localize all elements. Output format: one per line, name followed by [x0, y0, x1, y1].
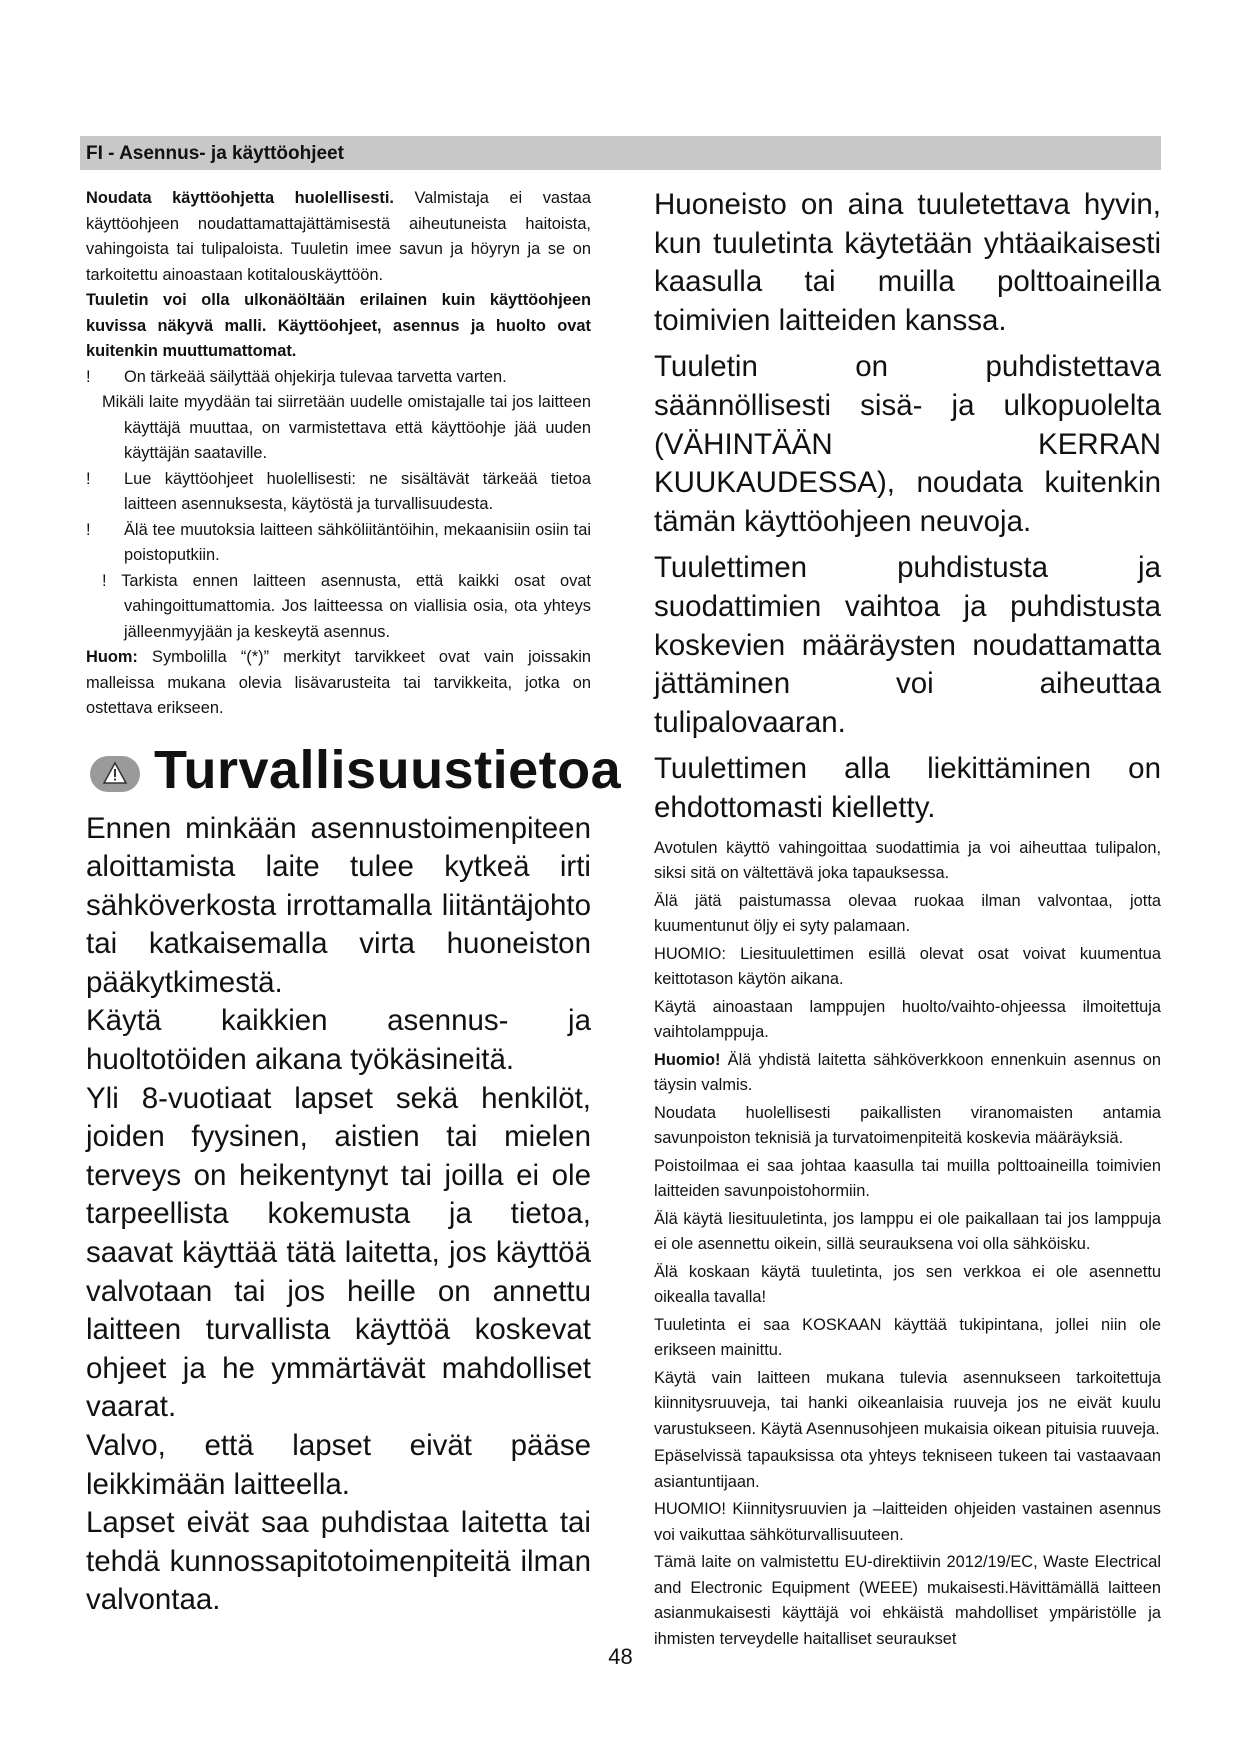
exclamation-mark: ! — [86, 520, 91, 539]
safety-paragraph: Lapset eivät saa puhdistaa laitetta tai tehdä kunnossapitotoimenpiteitä ilman valvontaa. — [86, 1506, 591, 1617]
safety-paragraph: Huoneisto on aina tuuletettava hyvin, kun tuuletinta käytetään yhtäaikaisesti kaasulla tai muilla polttoaineilla toimivien laitteiden kanssa. — [654, 188, 1161, 337]
safety-note: Noudata huolellisesti paikallisten viranomaisten antamia savunpoiston teknisiä ja turvatoimenpiteitä koskevia määräyksiä. — [654, 1103, 1161, 1147]
safety-paragraph: Käytä kaikkien asennus- ja huoltotöiden aikana työkäsineitä. — [86, 1004, 591, 1077]
safety-note: Älä koskaan käytä tuuletinta, jos sen verkkoa ei ole asennettu oikealla tavalla! — [654, 1262, 1161, 1306]
note-text: Symbolilla “(*)” merkityt tarvikkeet ovat vain joissakin malleissa mukana olevia lisävarusteita tai tarvikkeita, jotka on ostettava erikseen. — [86, 648, 591, 717]
safety-title: Turvallisuustietoa — [154, 739, 622, 800]
safety-note: Käytä vain laitteen mukana tulevia asennukseen tarkoitettuja kiinnitysruuveja, tai hanki oikeanlaisia ruuveja jos ne eivät kuulu varustukseen. Käytä Asennusohjeen mukaisia oikean pituisia ruuveja. — [654, 1368, 1161, 1438]
intro-paragraph-2 — [86, 288, 591, 365]
safety-note-huomio: Huomio! Älä yhdistä laitetta sähköverkkoon ennenkuin asennus on täysin valmis. — [654, 1050, 1161, 1094]
safety-note-weee: Tämä laite on valmistettu EU-direktiivin 2012/19/EC, Waste Electrical and Electronic Equipment (WEEE) mukaisesti.Hävittämällä laitteen asianmukaisesti käyttäjä voi ehkäistä mahdolliset ympäristölle ja ihmisten terveydelle haitalliset seuraukset — [654, 1553, 1161, 1648]
intro-list-item: Mikäli laite myydään tai siirretään uudelle omistajalle tai jos laitteen käyttäjä muuttaa, on varmistettava että käyttöohje jää uuden käyttäjän saataville. — [102, 393, 591, 462]
intro-note — [86, 645, 591, 722]
intro-bold-lead: Noudata käyttöohjetta huolellisesti. — [86, 189, 394, 207]
huomio-label: Huomio! — [654, 1050, 721, 1069]
section-title: FI - Asennus- ja käyttöohjeet — [86, 143, 344, 164]
safety-note: HUOMIO! Kiinnitysruuvien ja –laitteiden ohjeiden vastainen asennus voi vaikuttaa sähköturvallisuuteen. — [654, 1500, 1161, 1544]
safety-note: Älä käytä liesituuletinta, jos lamppu ei ole paikallaan tai jos lamppuja ei ole asennettu oikein, sillä seurauksena voi olla sähköisku. — [654, 1209, 1161, 1253]
intro-paragraph-1 — [86, 186, 591, 288]
intro-bold-note: Tuuletin voi olla ulkonäöltään erilainen kuin käyttöohjeen kuvissa näkyvä malli. Käyttöohjeet, asennus ja huolto ovat kuitenkin muuttumattomat. — [86, 291, 591, 360]
intro-list-item: ! Lue käyttöohjeet huolellisesti: ne sisältävät tärkeää tietoa laitteen asennuksesta, käytöstä ja turvallisuudesta. — [86, 467, 591, 518]
exclamation-mark: ! — [86, 367, 91, 386]
safety-note: Älä jätä paistumassa olevaa ruokaa ilman valvontaa, jotta kuumentunut öljy ei syty palamaan. — [654, 891, 1161, 935]
exclamation-mark: ! — [86, 469, 91, 488]
safety-note: Käytä ainoastaan lamppujen huolto/vaihto-ohjeessa ilmoitettuja vaihtolamppuja. — [654, 997, 1161, 1041]
safety-note: Tuuletinta ei saa KOSKAAN käyttää tukipintana, jollei niin ole erikseen mainittu. — [654, 1315, 1161, 1359]
safety-paragraph: Ennen minkään asennustoimenpiteen aloittamista laite tulee kytkeä irti sähköverkosta irrottamalla liitäntäjohto tai katkaisemalla virta huoneiston pääkytkimestä. — [86, 811, 591, 999]
safety-paragraph: Tuuletin on puhdistettava säännöllisesti sisä- ja ulkopuolelta (VÄHINTÄÄN KERRAN KUUKAUDESSA), noudata kuitenkin tämän käyttöohjeen neuvoja. — [654, 350, 1161, 538]
safety-heading — [86, 736, 622, 808]
note-label: Huom: — [86, 648, 138, 666]
warning-icon — [90, 756, 140, 792]
safety-paragraph: Tuulettimen alla liekittäminen on ehdottomasti kielletty. — [654, 752, 1161, 824]
left-column — [86, 186, 622, 1620]
safety-paragraph: Tuulettimen puhdistusta ja suodattimien vaihtoa ja puhdistusta koskevien määräysten noudattamatta jättäminen voi aiheuttaa tulipalovaaran. — [654, 551, 1161, 739]
safety-note: Epäselvissä tapauksissa ota yhteys tekniseen tukeen tai vastaavaan asiantuntijaan. — [654, 1447, 1161, 1491]
exclamation-mark: ! — [102, 571, 107, 590]
safety-paragraph: Yli 8-vuotiaat lapset sekä henkilöt, joiden fyysinen, aistien tai mielen terveys on heikentynyt tai joilla ei ole tarpeellista kokemusta ja tietoa, saavat käyttää tätä laitetta, jos käyttöä valvotaan tai jos heille on annettu laitteen turvallista käyttöä koskevat ohjeet ja he ymmärtävät mahdolliset vaarat. — [86, 1081, 591, 1424]
right-column — [654, 186, 1161, 1654]
section-header-bar — [80, 136, 1161, 170]
safety-note: HUOMIO: Liesituulettimen esillä olevat osat voivat kuumentua keittotason käytön aikana. — [654, 944, 1161, 988]
safety-paragraph: Valvo, että lapset eivät pääse leikkimään laitteella. — [86, 1429, 591, 1501]
safety-note: Avotulen käyttö vahingoittaa suodattimia ja voi aiheuttaa tulipalon, siksi sitä on vältettävä joka tapauksessa. — [654, 838, 1161, 882]
intro-list-item: ! Tarkista ennen laitteen asennusta, että kaikki osat ovat vahingoittumattomia. Jos laitteessa on viallisia osia, ota yhteys jälleenmyyjään ja keskeytä asennus. — [102, 571, 591, 641]
page-number: 48 — [608, 1644, 633, 1669]
intro-text: Valmistaja ei vastaa käyttöohjeen noudattamattajättämisestä aiheutuneista haitoista, vahingoista tai tulipaloista. Tuuletin imee savun ja höyryn ja se on tarkoitettu ainoastaan kotitalouskäyttöön. — [86, 189, 591, 284]
safety-note: Poistoilmaa ei saa johtaa kaasulla tai muilla polttoaineilla toimivien laitteiden savunpoistohormiin. — [654, 1156, 1161, 1200]
intro-list-item: ! Älä tee muutoksia laitteen sähköliitäntöihin, mekaanisiin osiin tai poistoputkiin. — [86, 518, 591, 569]
intro-list-item: ! On tärkeää säilyttää ohjekirja tulevaa tarvetta varten. — [86, 365, 591, 391]
